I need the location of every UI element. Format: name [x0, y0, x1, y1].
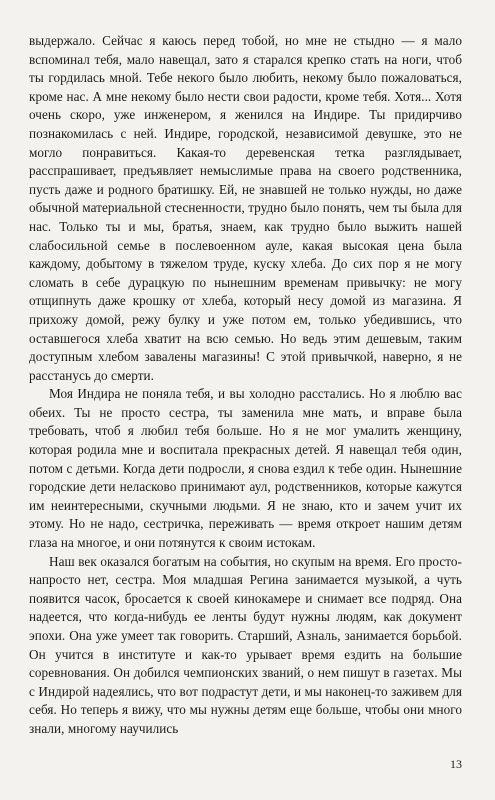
page-number: 13: [450, 757, 462, 771]
paragraph-2: Моя Индира не поняла тебя, и вы холодно расстались. Но я люблю вас обеих. Ты не просто сестра, ты заменила мне мать, и вправе была требовать, чтоб я любил тебя больше. Но я не мог умалить женщину, которая родила мне и воспитала прекрасных детей. Я навещал тебя один, потом с детьми. Когда дети подросли, я снова ездил к тебе один. Нынешние городские дети неласково принимают аул, родственников, которые кажутся им неинтересными, скучными людьми. Я не знаю, кто и зачем учит их этому. Но не надо, сестричка, переживать — время откроет нашим детям глаза на многое, и они потянутся к своим истокам.: [29, 386, 462, 551]
body-text: [29, 32, 462, 739]
paragraph-1: выдержало. Сейчас я каюсь перед тобой, но мне не стыдно — я мало вспоминал тебя, мало навещал, зато я старался крепко стать на ноги, чтоб ты гордилась мной. Тебе некого было любить, некому было пожаловаться, кроме нас. А мне некому было нести свои радости, кроме тебя. Хотя... Хотя очень скоро, уже инженером, я женился на Индире. Ты придирчиво познакомилась с ней. Индире, городской, независимой девушке, это не могло понравиться. Какая-то деревенская тетка разглядывает, расспрашивает, предъявляет немыслимые права на своего родственника, пусть даже и родного братишку. Ей, не знавшей не только нужды, но даже обычной материальной стесненности, трудно было понять, чем ты была для нас. Только ты и мы, братья, знаем, как трудно было выжить нашей слабосильной семье в послевоенном ауле, какая высокая цена была каждому, добытому в тяжелом труде, куску хлеба. До сих пор я не могу сломать в себе дурацкую по нынешним временам привычку: не могу отщипнуть даже крошку от хлеба, который несу домой из магазина. Я прихожу домой, режу булку и уже потом ем, только убедившись, что оставшегося хлеба хватит на всю семью. Но ведь этим дешевым, таким доступным хлебом завалены магазины! С этой привычкой, наверно, я не расстанусь до смерти.: [29, 33, 462, 383]
paragraph-3: Наш век оказался богатым на события, но скупым на время. Его просто-напросто нет, сестра. Моя младшая Регина занимается музыкой, а чуть появится часок, бросается к своей кинокамере и снимает все подряд. Она надеется, что когда-нибудь ее ленты будут нужны людям, как документ эпохи. Она уже умеет так говорить. Старший, Азналь, занимается борьбой. Он учится в институте и как-то урывает время ездить на большие соревнования. Он добился чемпионских званий, о нем пишут в газетах. Мы с Индирой надеялись, что вот подрастут дети, и мы наконец-то заживем для себя. Но теперь я вижу, что мы нужны детям еще больше, чтобы они много знали, многому научились: [29, 553, 462, 736]
